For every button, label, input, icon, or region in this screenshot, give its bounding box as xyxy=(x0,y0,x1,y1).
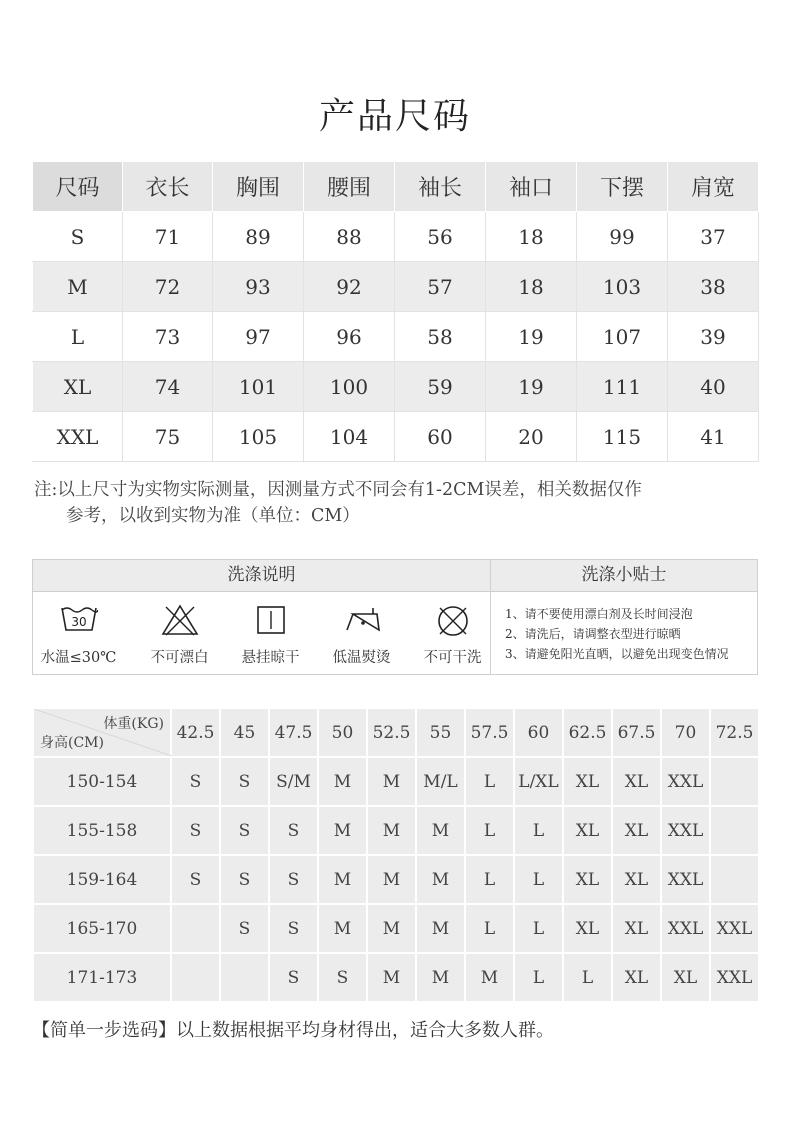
size-cell: S xyxy=(220,904,269,953)
table-row xyxy=(33,312,759,362)
weight-header: 60 xyxy=(514,708,563,757)
size-cell: XL xyxy=(612,904,661,953)
table-cell: 88 xyxy=(304,212,395,262)
wash-section xyxy=(32,559,758,675)
table-cell: 59 xyxy=(395,362,486,412)
wash-tip: 3、请避免阳光直晒，以避免出现变色情况 xyxy=(505,647,729,661)
wash-tip: 1、请不要使用漂白剂及长时间浸泡 xyxy=(505,607,693,621)
height-weight-table xyxy=(32,707,760,1003)
wash-temp-text: 30 xyxy=(71,615,87,629)
size-cell: S xyxy=(269,855,318,904)
header-cell: 胸围 xyxy=(213,162,304,212)
table-cell: 58 xyxy=(395,312,486,362)
height-cell: 159-164 xyxy=(33,855,171,904)
table-cell: S xyxy=(33,212,123,262)
header-cell: 下摆 xyxy=(577,162,668,212)
hang-dry-icon xyxy=(252,604,290,636)
table-cell: 39 xyxy=(668,312,759,362)
size-cell: XXL xyxy=(661,855,710,904)
height-axis-label: 身高(CM) xyxy=(40,735,104,751)
table-cell: 72 xyxy=(123,262,213,312)
wash-tips-header: 洗涤小贴士 xyxy=(491,560,757,592)
size-cell: M xyxy=(318,904,367,953)
weight-header: 50 xyxy=(318,708,367,757)
table-cell: 93 xyxy=(213,262,304,312)
size-cell: L/XL xyxy=(514,757,563,806)
table-row xyxy=(33,757,759,806)
size-cell: M xyxy=(416,806,465,855)
size-cell: XL xyxy=(612,953,661,1002)
size-cell: M xyxy=(367,904,416,953)
header-cell: 衣长 xyxy=(123,162,213,212)
height-cell: 171-173 xyxy=(33,953,171,1002)
size-cell: S xyxy=(318,953,367,1002)
wash-tip: 2、请洗后，请调整衣型进行晾晒 xyxy=(505,627,681,641)
table-cell: 96 xyxy=(304,312,395,362)
size-cell xyxy=(710,855,759,904)
table-row xyxy=(33,212,759,262)
size-cell: S xyxy=(220,855,269,904)
size-cell xyxy=(710,806,759,855)
table-cell: XXL xyxy=(33,412,123,462)
size-table xyxy=(32,161,759,462)
wash-instructions-header: 洗涤说明 xyxy=(33,560,491,592)
size-cell: L xyxy=(465,757,514,806)
measurement-note xyxy=(34,477,764,529)
size-cell: S xyxy=(220,757,269,806)
table-cell: 37 xyxy=(668,212,759,262)
size-cell: XXL xyxy=(661,904,710,953)
weight-header: 62.5 xyxy=(563,708,612,757)
size-cell: XL xyxy=(612,806,661,855)
size-cell: XL xyxy=(563,806,612,855)
wash-icon-cell xyxy=(33,592,124,674)
size-cell: L xyxy=(514,953,563,1002)
wash-icon-cell xyxy=(316,592,407,674)
weight-header: 67.5 xyxy=(612,708,661,757)
table-row xyxy=(33,412,759,462)
weight-axis-label: 体重(KG) xyxy=(103,716,164,732)
table-cell: M xyxy=(33,262,123,312)
wash-icon-cell xyxy=(225,592,316,674)
weight-header: 42.5 xyxy=(171,708,220,757)
note-line-1: 以上尺寸为实物实际测量，因测量方式不同会有1-2CM误差，相关数据仅作 xyxy=(57,480,642,500)
table-cell: 38 xyxy=(668,262,759,312)
size-cell: XL xyxy=(563,855,612,904)
wash-icons xyxy=(33,592,490,674)
header-cell: 肩宽 xyxy=(668,162,759,212)
size-cell: XL xyxy=(563,757,612,806)
table-row xyxy=(33,855,759,904)
size-cell: M xyxy=(318,757,367,806)
size-cell: S xyxy=(269,953,318,1002)
table-cell: 105 xyxy=(213,412,304,462)
size-cell: XXL xyxy=(710,953,759,1002)
size-cell xyxy=(220,953,269,1002)
size-cell: M xyxy=(416,953,465,1002)
size-cell: M xyxy=(367,806,416,855)
table-cell: 19 xyxy=(486,312,577,362)
table-cell: 104 xyxy=(304,412,395,462)
page-title: 产品尺码 xyxy=(318,96,471,137)
table-cell: 60 xyxy=(395,412,486,462)
table-row xyxy=(33,362,759,412)
size-cell xyxy=(171,904,220,953)
table-row xyxy=(33,904,759,953)
header-cell: 袖长 xyxy=(395,162,486,212)
note-line-2: 参考，以收到实物为准（单位：CM） xyxy=(66,506,360,526)
size-cell: XL xyxy=(612,855,661,904)
size-cell: M xyxy=(465,953,514,1002)
wash-icon-label: 低温熨烫 xyxy=(332,650,391,666)
size-cell: L xyxy=(563,953,612,1002)
table-cell: 115 xyxy=(577,412,668,462)
size-cell: M xyxy=(367,757,416,806)
size-cell: M xyxy=(416,904,465,953)
size-cell: L xyxy=(465,904,514,953)
table-cell: 97 xyxy=(213,312,304,362)
size-cell: XXL xyxy=(710,904,759,953)
size-cell: S xyxy=(220,806,269,855)
table-cell: 20 xyxy=(486,412,577,462)
table-cell: 57 xyxy=(395,262,486,312)
weight-header: 70 xyxy=(661,708,710,757)
size-cell: L xyxy=(465,806,514,855)
size-cell: S xyxy=(269,904,318,953)
table-row xyxy=(33,953,759,1002)
wash-icon-cell xyxy=(407,592,498,674)
table-cell: 56 xyxy=(395,212,486,262)
table-cell: 101 xyxy=(213,362,304,412)
table-cell: XL xyxy=(33,362,123,412)
weight-header: 57.5 xyxy=(465,708,514,757)
no-bleach-icon xyxy=(161,604,199,638)
size-cell xyxy=(710,757,759,806)
table-cell: 99 xyxy=(577,212,668,262)
size-cell: L xyxy=(514,855,563,904)
size-cell: M/L xyxy=(416,757,465,806)
table-cell: 18 xyxy=(486,212,577,262)
table-cell: 73 xyxy=(123,312,213,362)
size-cell: S xyxy=(171,855,220,904)
note-prefix: 注: xyxy=(34,480,58,500)
table-cell: 18 xyxy=(486,262,577,312)
table-cell: 74 xyxy=(123,362,213,412)
wash-tips xyxy=(505,604,755,664)
weight-header: 45 xyxy=(220,708,269,757)
table-cell: 100 xyxy=(304,362,395,412)
table-cell: 111 xyxy=(577,362,668,412)
table-cell: 107 xyxy=(577,312,668,362)
weight-header: 52.5 xyxy=(367,708,416,757)
hw-header-row xyxy=(33,708,759,757)
table-cell: L xyxy=(33,312,123,362)
size-cell: M xyxy=(318,855,367,904)
table-cell: 89 xyxy=(213,212,304,262)
table-cell: 92 xyxy=(304,262,395,312)
size-cell: L xyxy=(514,806,563,855)
height-cell: 155-158 xyxy=(33,806,171,855)
size-cell: XL xyxy=(661,953,710,1002)
height-cell: 165-170 xyxy=(33,904,171,953)
weight-header: 55 xyxy=(416,708,465,757)
size-cell: S xyxy=(269,806,318,855)
size-cell xyxy=(171,953,220,1002)
table-cell: 41 xyxy=(668,412,759,462)
weight-header: 47.5 xyxy=(269,708,318,757)
header-cell: 腰围 xyxy=(304,162,395,212)
wash-icon-label: 不可干洗 xyxy=(423,650,482,666)
size-cell: XXL xyxy=(661,806,710,855)
wash-icon-label: 悬挂晾干 xyxy=(241,650,300,666)
table-row xyxy=(33,806,759,855)
wash-icon-label: 水温≤30℃ xyxy=(40,650,117,666)
table-cell: 19 xyxy=(486,362,577,412)
wash-icon-cell xyxy=(134,592,225,674)
size-cell: L xyxy=(514,904,563,953)
size-cell: L xyxy=(465,855,514,904)
table-cell: 71 xyxy=(123,212,213,262)
size-cell: XL xyxy=(612,757,661,806)
size-cell: M xyxy=(367,855,416,904)
header-cell: 尺码 xyxy=(33,162,123,212)
weight-header: 72.5 xyxy=(710,708,759,757)
wash-30-icon xyxy=(60,604,98,634)
corner-cell xyxy=(33,708,171,757)
header-cell: 袖口 xyxy=(486,162,577,212)
size-cell: M xyxy=(318,806,367,855)
size-table-header xyxy=(33,162,759,212)
table-cell: 75 xyxy=(123,412,213,462)
size-cell: M xyxy=(367,953,416,1002)
size-cell: S/M xyxy=(269,757,318,806)
height-cell: 150-154 xyxy=(33,757,171,806)
size-cell: XXL xyxy=(661,757,710,806)
size-cell: S xyxy=(171,757,220,806)
size-cell: XL xyxy=(563,904,612,953)
table-cell: 103 xyxy=(577,262,668,312)
wash-icon-label: 不可漂白 xyxy=(150,650,209,666)
low-iron-icon xyxy=(343,604,383,636)
table-cell: 40 xyxy=(668,362,759,412)
no-dry-clean-icon xyxy=(434,604,472,638)
size-cell: M xyxy=(416,855,465,904)
size-cell: S xyxy=(171,806,220,855)
table-row xyxy=(33,262,759,312)
footer-note: 【简单一步选码】以上数据根据平均身材得出，适合大多数人群。 xyxy=(32,1020,554,1041)
